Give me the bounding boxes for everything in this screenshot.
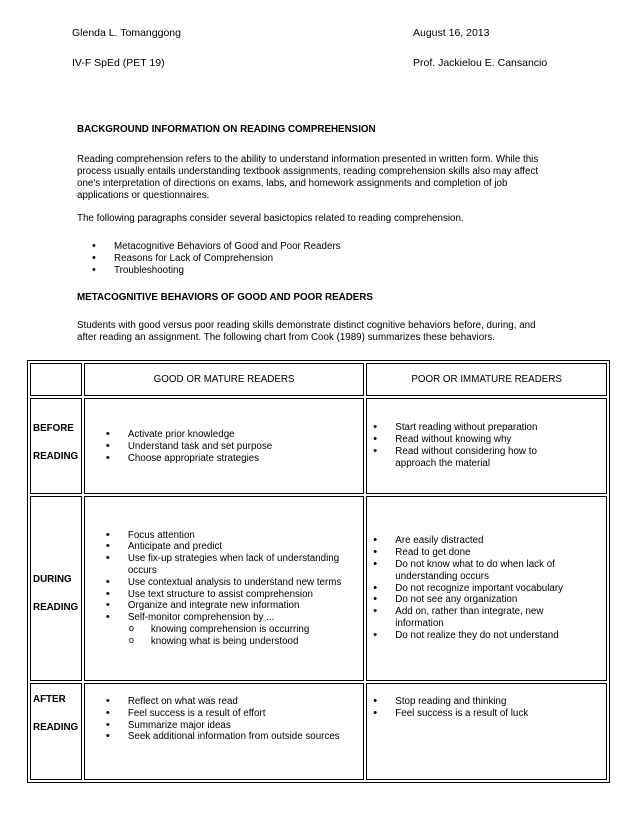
metacognitive-paragraph: Students with good versus poor reading skills demonstrate distinct cognitive behaviors before, during, and after reading an assignment. The following chart from Cook (1989) summarizes these behaviors. <box>77 320 536 343</box>
table-row-before <box>30 398 607 494</box>
course-code: IV-F SpEd (PET 19) <box>72 57 165 69</box>
list-item: • Anticipate and predict <box>102 541 352 553</box>
poor-before-cell <box>366 398 607 494</box>
list-item: • Troubleshooting <box>88 265 341 277</box>
list-item: • Use fix-up strategies when lack of understanding occurs <box>102 553 352 577</box>
list-item: • Reflect on what was read <box>102 696 363 708</box>
row-label-during: DURING READING <box>30 496 82 681</box>
section-title-background: BACKGROUND INFORMATION ON READING COMPREHENSION <box>77 124 376 135</box>
author-name: Glenda L. Tomanggong <box>72 27 181 39</box>
header-good-readers: GOOD OR MATURE READERS <box>84 363 364 396</box>
professor-name: Prof. Jackielou E. Cansancio <box>413 57 548 69</box>
list-item: • Feel success is a result of effort <box>102 708 363 720</box>
list-item: • Read without considering how to approach the material <box>369 446 579 470</box>
list-item: • Do not realize they do not understand <box>369 630 579 642</box>
list-item: • Focus attention <box>102 530 352 542</box>
reader-behaviors-table <box>27 360 610 783</box>
list-item: • Do not see any organization <box>369 594 579 606</box>
poor-during-cell <box>366 496 607 681</box>
list-item: • Start reading without preparation <box>369 422 579 434</box>
list-item: • Activate prior knowledge <box>102 429 363 441</box>
list-item: • Are easily distracted <box>369 535 579 547</box>
list-item: • Stop reading and thinking <box>369 696 606 708</box>
list-item: • Seek additional information from outside sources <box>102 731 363 743</box>
list-item: • Metacognitive Behaviors of Good and Poor Readers <box>88 241 341 253</box>
table-corner-cell <box>30 363 82 396</box>
section-title-metacognitive: METACOGNITIVE BEHAVIORS OF GOOD AND POOR READERS <box>77 292 373 303</box>
row-label-after: AFTER READING <box>30 683 82 780</box>
header-poor-readers: POOR OR IMMATURE READERS <box>366 363 607 396</box>
table-header-row <box>30 363 607 396</box>
list-item: • Self-monitor comprehension by ... <box>102 612 352 624</box>
list-item: • Read to get done <box>369 547 579 559</box>
list-item: • Do not know what to do when lack of understanding occurs <box>369 559 579 583</box>
topics-list <box>88 241 341 276</box>
list-item: • Understand task and set purpose <box>102 441 363 453</box>
good-before-cell <box>84 398 364 494</box>
table-row-after <box>30 683 607 780</box>
row-label-before: BEFORE READING <box>30 398 82 494</box>
topics-intro: The following paragraphs consider several basictopics related to reading comprehension. <box>77 213 464 224</box>
list-item: • Organize and integrate new information <box>102 600 352 612</box>
list-item: • Summarize major ideas <box>102 720 363 732</box>
list-item: o knowing what is being understood <box>107 636 363 648</box>
good-after-cell <box>84 683 364 780</box>
list-item: • Feel success is a result of luck <box>369 708 606 720</box>
document-date: August 16, 2013 <box>413 27 490 39</box>
list-item: • Read without knowing why <box>369 434 579 446</box>
table-row-during <box>30 496 607 681</box>
list-item: • Use text structure to assist comprehension <box>102 589 352 601</box>
list-item: • Reasons for Lack of Comprehension <box>88 253 341 265</box>
poor-after-cell <box>366 683 607 780</box>
intro-paragraph: Reading comprehension refers to the ability to understand information presented in written form. While this process usually entails understanding textbook assignments, reading comprehension skills also may affect one's interpretation of directions on exams, labs, and homework assignments and completion of job applications or questionnaires. <box>77 154 539 201</box>
list-item: • Do not recognize important vocabulary <box>369 583 579 595</box>
list-item: • Choose appropriate strategies <box>102 453 363 465</box>
list-item: o knowing comprehension is occurring <box>107 624 363 636</box>
list-item: • Add on, rather than integrate, new information <box>369 606 579 630</box>
list-item: • Use contextual analysis to understand new terms <box>102 577 352 589</box>
good-during-cell <box>84 496 364 681</box>
